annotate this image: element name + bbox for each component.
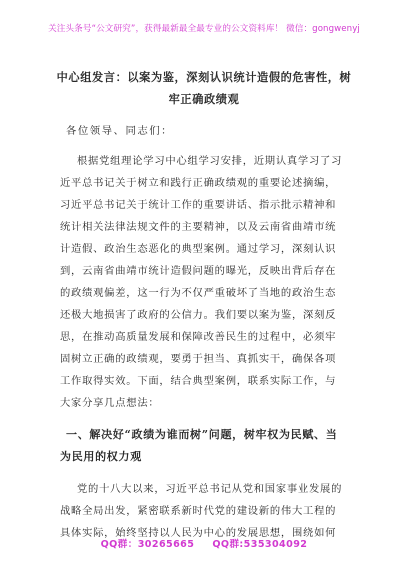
paragraph-1-line: 统计相关法律法规文件的主要精神，以及云南省曲靖市统 xyxy=(60,221,337,233)
promo-banner-text: 关注头条号“公文研究”，获得最新最全最专业的公文资料库！ 微信：gongwenyj xyxy=(48,24,360,34)
paragraph-1-line: 工作取得实效。下面，结合典型案例，联系实际工作，与 xyxy=(60,375,337,387)
paragraph-1-line: 习近平总书记关于统计工作的重要讲话、指示批示精神和 xyxy=(60,199,337,211)
paragraph-1-line: 的政绩观偏差，这一行为不仅严重破坏了当地的政治生态 xyxy=(60,287,337,299)
footer-qq-group-1: QQ群：30265665 xyxy=(100,539,195,550)
footer-contact xyxy=(0,536,408,550)
paragraph-1-line: 近平总书记关于树立和践行正确政绩观的重要论述摘编， xyxy=(60,177,337,189)
document-title-line-2: 牢正确政绩观 xyxy=(168,92,240,106)
paragraph-2-line: 具体实际，始终坚持以人民为中心的发展思想，围绕如何 xyxy=(60,527,337,539)
section-heading-1-line: 为民用的权力观 xyxy=(60,450,142,463)
footer-qq-group-2: QQ群:535304092 xyxy=(212,539,308,550)
paragraph-2-line: 党的十八大以来，习近平总书记从党和国家事业发展的 xyxy=(77,483,343,495)
section-heading-1-line: 一、解决好“政绩为谁而树”问题，树牢权为民赋、当 xyxy=(66,428,338,441)
paragraph-1-line: 还极大地损害了政府的公信力。我们要以案为鉴，深刻反 xyxy=(60,309,337,321)
top-promo-banner xyxy=(0,22,408,34)
paragraph-1-line: 大家分享几点想法： xyxy=(60,397,160,409)
document-title-line-1: 中心组发言：以案为鉴，深刻认识统计造假的危害性，树 xyxy=(56,70,352,84)
paragraph-1-line: 到，云南省曲靖市统计造假问题的曝光，反映出背后存在 xyxy=(60,265,337,277)
paragraph-1-line: 思，在推动高质量发展和保障改善民生的过程中，必须牢 xyxy=(60,331,337,343)
paragraph-2-line: 战略全局出发，紧密联系新时代党的建设新的伟大工程的 xyxy=(60,505,337,517)
paragraph-1-line: 计造假、政治生态恶化的典型案例。通过学习，深刻认识 xyxy=(60,243,337,255)
document-title xyxy=(48,66,360,110)
paragraph-1-line: 固树立正确的政绩观，要勇于担当、真抓实干，确保各项 xyxy=(60,353,337,365)
paragraph-1-line: 根据党组理论学习中心组学习安排，近期认真学习了习 xyxy=(77,155,343,167)
salutation: 各位领导、同志们： xyxy=(66,125,174,137)
